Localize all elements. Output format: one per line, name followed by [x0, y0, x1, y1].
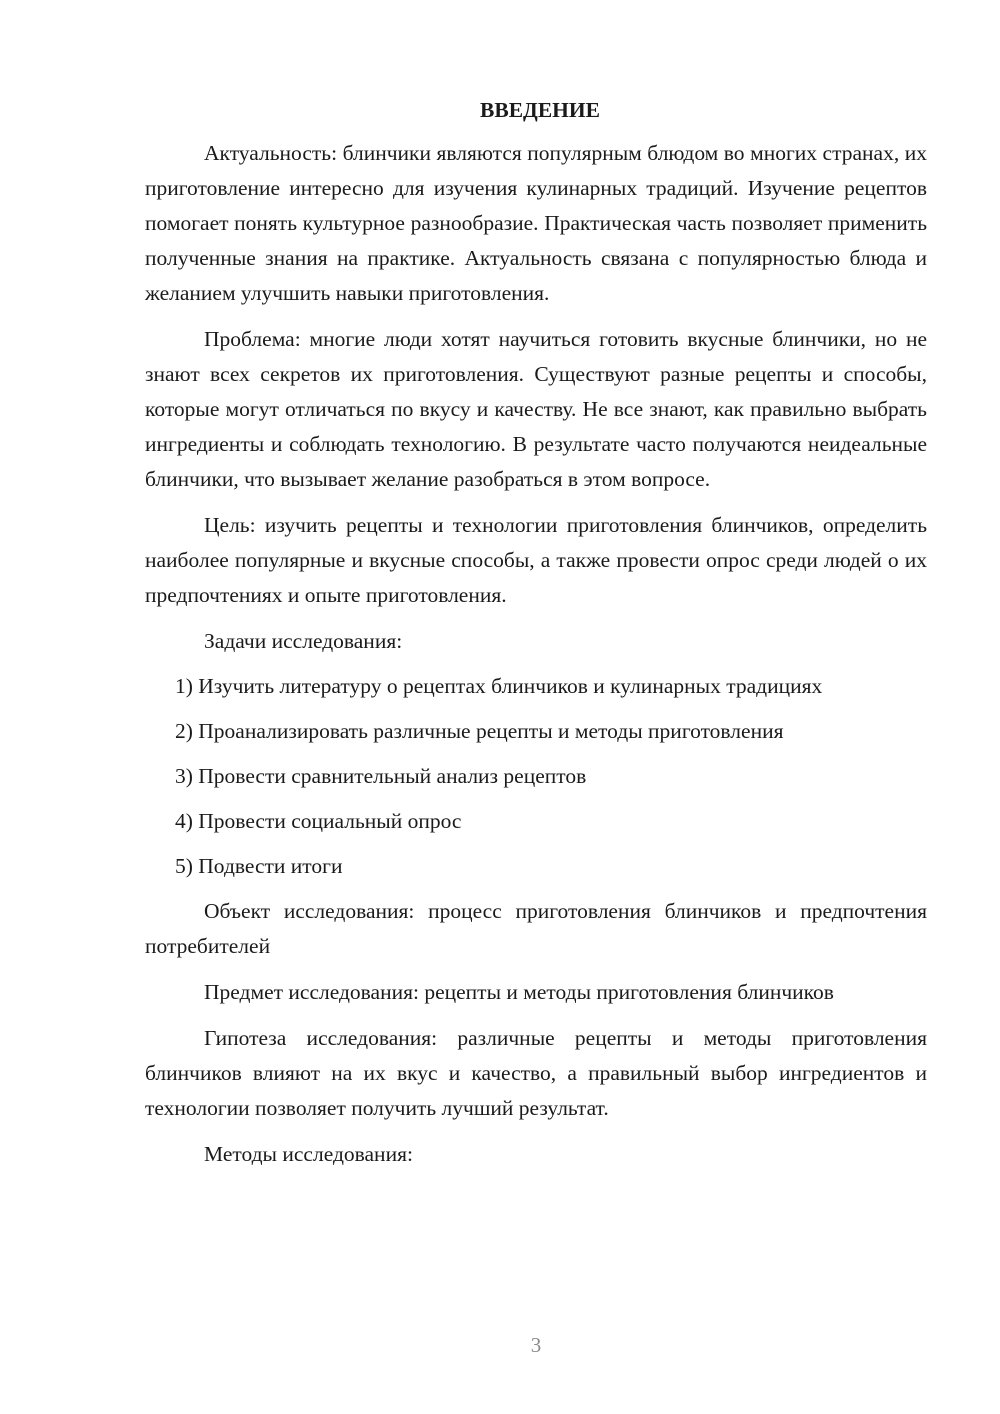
problem-paragraph: Проблема: многие люди хотят научиться готовить вкусные блинчики, но не знают всех секретов их приготовления. Существуют разные рецепты и способы, которые могут отличаться по вкусу и качеству. Не все знают, как правильно выбрать ингредиенты и соблюдать технологию. В результате часто получаются неидеальные блинчики, что вызывает желание разобраться в этом вопросе. — [145, 327, 927, 491]
task-item: 3) Провести сравнительный анализ рецептов — [175, 764, 587, 788]
page-title: ВВЕДЕНИЕ — [480, 98, 600, 122]
page-number: 3 — [530, 1333, 542, 1357]
tasks-heading: Задачи исследования: — [204, 629, 403, 653]
hypothesis-paragraph: Гипотеза исследования: различные рецепты и методы приготовления блинчиков влияют на их вкус и качество, а правильный выбор ингредиентов и технологии позволяет получить лучший результат. — [145, 1026, 927, 1120]
object-paragraph: Объект исследования: процесс приготовления блинчиков и предпочтения потребителей — [145, 899, 927, 958]
task-item: 4) Провести социальный опрос — [175, 809, 462, 833]
methods-heading: Методы исследования: — [204, 1142, 413, 1166]
task-item: 2) Проанализировать различные рецепты и методы приготовления — [175, 719, 784, 743]
document-page — [145, 90, 927, 1182]
goal-paragraph: Цель: изучить рецепты и технологии приготовления блинчиков, определить наиболее популярные и вкусные способы, а также провести опрос среди людей о их предпочтениях и опыте приготовления. — [145, 513, 927, 607]
task-item: 1) Изучить литературу о рецептах блинчиков и кулинарных традициях — [175, 674, 823, 698]
task-item: 5) Подвести итоги — [175, 854, 343, 878]
relevance-paragraph: Актуальность: блинчики являются популярным блюдом во многих странах, их приготовление интересно для изучения кулинарных традиций. Изучение рецептов помогает понять культурное разнообразие. Практическая часть позволяет применить полученные знания на практике. Актуальность связана с популярностью блюда и желанием улучшить навыки приготовления. — [145, 141, 927, 305]
subject-paragraph: Предмет исследования: рецепты и методы приготовления блинчиков — [204, 980, 834, 1004]
